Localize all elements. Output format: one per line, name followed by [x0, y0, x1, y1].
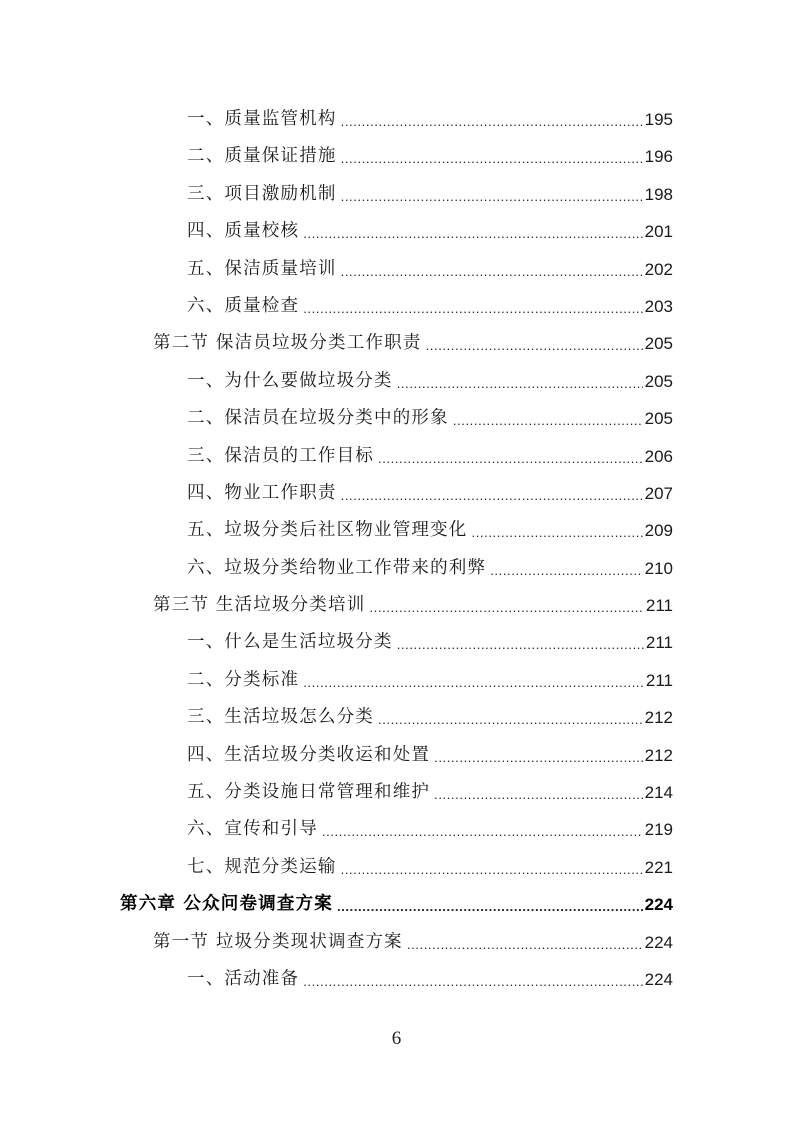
toc-entry[interactable] — [0, 438, 673, 475]
dot-leader — [341, 178, 643, 215]
dot-leader — [453, 402, 643, 439]
toc-entry-title: 三、保洁员的工作目标 — [187, 445, 374, 466]
toc-entry-title: 五、保洁质量培训 — [187, 258, 337, 279]
dot-leader — [341, 477, 643, 514]
toc-entry-title: 一、为什么要做垃圾分类 — [187, 370, 393, 391]
toc-entry-page: 207 — [644, 483, 673, 503]
dot-leader — [303, 215, 642, 252]
toc-entry-page: 209 — [644, 521, 673, 541]
toc-entry-title: 四、生活垃圾分类收运和处置 — [187, 744, 431, 765]
toc-entry[interactable] — [0, 288, 673, 325]
dot-leader — [337, 888, 643, 925]
dot-leader — [322, 813, 643, 850]
toc-entry-title: 第二节 保洁员垃圾分类工作职责 — [153, 333, 422, 354]
toc-entry-page: 224 — [644, 969, 673, 989]
toc-entry-title: 第三节 生活垃圾分类培训 — [153, 595, 366, 616]
dot-leader — [303, 664, 644, 701]
toc-section-entry[interactable] — [0, 587, 673, 624]
toc-entry-page: 210 — [644, 558, 673, 578]
toc-entry[interactable] — [0, 251, 673, 288]
dot-leader — [472, 514, 643, 551]
toc-entry-page: 205 — [644, 334, 673, 354]
toc-entry[interactable] — [0, 961, 673, 998]
dot-leader — [341, 103, 643, 140]
toc-entry[interactable] — [0, 176, 673, 213]
toc-entry-page: 224 — [644, 895, 673, 915]
toc-entry-page: 202 — [644, 259, 673, 279]
toc-entry-title: 五、分类设施日常管理和维护 — [187, 782, 431, 803]
toc-entry-title: 第六章 公众问卷调查方案 — [120, 894, 333, 915]
toc-entry-title: 二、质量保证措施 — [187, 146, 337, 167]
toc-chapter-entry[interactable] — [0, 886, 673, 923]
dot-leader — [378, 701, 643, 738]
toc-entry[interactable] — [0, 512, 673, 549]
toc-entry-page: 224 — [644, 932, 673, 952]
dot-leader — [397, 365, 643, 402]
toc-entry-title: 四、质量校核 — [187, 221, 300, 242]
toc-entry-page: 211 — [645, 633, 673, 653]
toc-entry[interactable] — [0, 101, 673, 138]
toc-entry-title: 四、物业工作职责 — [187, 482, 337, 503]
toc-entry-page: 201 — [644, 222, 673, 242]
toc-entry-title: 二、保洁员在垃圾分类中的形象 — [187, 408, 449, 429]
toc-entry[interactable] — [0, 774, 673, 811]
toc-entry-page: 205 — [644, 371, 673, 391]
toc-entry-title: 三、生活垃圾怎么分类 — [187, 707, 374, 728]
dot-leader — [341, 253, 643, 290]
page-number: 6 — [391, 1028, 402, 1049]
toc-entry-page: 221 — [644, 857, 673, 877]
toc-entry-title: 一、活动准备 — [187, 968, 300, 989]
toc-entry-page: 195 — [644, 110, 673, 129]
toc-entry-page: 211 — [645, 596, 673, 616]
toc-entry[interactable] — [0, 363, 673, 400]
toc-entry[interactable] — [0, 699, 673, 736]
toc-entry[interactable] — [0, 737, 673, 774]
dot-leader — [407, 926, 643, 963]
toc-entry[interactable] — [0, 811, 673, 848]
toc-entry-page: 198 — [644, 184, 673, 204]
toc-entry-page: 203 — [644, 296, 673, 316]
toc-section-entry[interactable] — [0, 924, 673, 961]
toc-entry-title: 七、规范分类运输 — [187, 856, 337, 877]
toc-entry-title: 二、分类标准 — [187, 669, 300, 690]
toc-entry[interactable] — [0, 550, 673, 587]
dot-leader — [434, 776, 643, 813]
dot-leader — [434, 739, 643, 776]
dot-leader — [341, 851, 643, 888]
toc-entry-title: 六、垃圾分类给物业工作带来的利弊 — [187, 557, 487, 578]
toc-entry-page: 211 — [645, 670, 673, 690]
dot-leader — [490, 552, 642, 589]
toc-entry-title: 六、质量检查 — [187, 295, 300, 316]
toc-entry-title: 一、质量监管机构 — [187, 109, 337, 129]
toc-entry-page: 212 — [644, 745, 673, 765]
toc-entry[interactable] — [0, 624, 673, 661]
toc-entry-page: 206 — [644, 446, 673, 466]
toc-entry-page: 219 — [644, 820, 673, 840]
toc-entry-title: 五、垃圾分类后社区物业管理变化 — [187, 520, 468, 541]
toc-entry[interactable] — [0, 400, 673, 437]
toc-section-entry[interactable] — [0, 325, 673, 362]
toc-entry[interactable] — [0, 662, 673, 699]
dot-leader — [303, 290, 642, 327]
dot-leader — [303, 963, 642, 1000]
toc-entry[interactable] — [0, 849, 673, 886]
toc-entry-title: 一、什么是生活垃圾分类 — [187, 632, 393, 653]
toc-entry[interactable] — [0, 213, 673, 250]
toc-entry-title: 六、宣传和引导 — [187, 819, 318, 840]
table-of-contents — [0, 101, 793, 998]
toc-entry-title: 第一节 垃圾分类现状调查方案 — [153, 931, 403, 952]
toc-entry-title: 三、项目激励机制 — [187, 183, 337, 204]
dot-leader — [378, 440, 643, 477]
dot-leader — [369, 589, 643, 626]
toc-entry-page: 212 — [644, 708, 673, 728]
toc-entry[interactable] — [0, 475, 673, 512]
dot-leader — [341, 140, 643, 177]
toc-entry[interactable] — [0, 138, 673, 175]
toc-entry-page: 196 — [644, 147, 673, 167]
toc-entry-page: 214 — [644, 783, 673, 803]
dot-leader — [426, 327, 643, 364]
toc-entry-page: 205 — [644, 409, 673, 429]
dot-leader — [397, 626, 644, 663]
